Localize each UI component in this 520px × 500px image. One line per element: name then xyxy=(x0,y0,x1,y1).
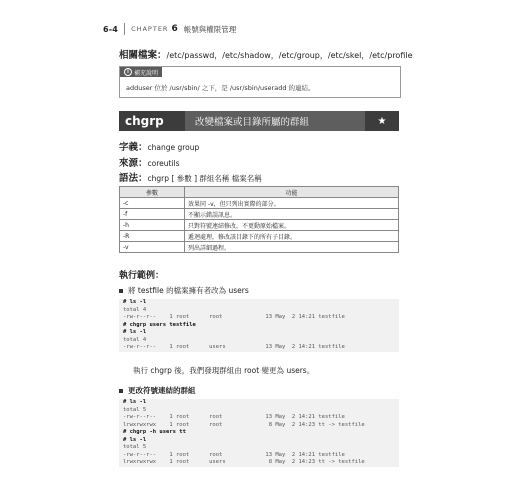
related-files xyxy=(119,47,413,61)
function-cell: 只對符號連結修改，不更動原始檔案。 xyxy=(185,220,399,231)
meaning-label: 字義： xyxy=(119,142,148,153)
header-function: 功能 xyxy=(185,187,399,198)
function-cell: 不顯示錯誤訊息。 xyxy=(185,209,399,220)
example2-title xyxy=(119,385,196,396)
bullet-icon xyxy=(119,289,123,293)
param-cell: -c xyxy=(120,198,185,209)
command-name: chgrp xyxy=(119,111,185,131)
code-output-line: total 5 xyxy=(123,444,147,450)
example1-note: 執行 chgrp 後，我們發現群組由 root 變更為 users。 xyxy=(133,366,315,375)
tip-tag xyxy=(120,67,162,77)
source-value: coreutils xyxy=(147,159,180,168)
code-command-line: # ls -l xyxy=(123,299,147,305)
code-command-line: # chgrp -h users tt xyxy=(123,429,186,435)
code-output-line: -rw-r--r-- 1 root root 13 May 2 14:21 testfile xyxy=(123,314,345,320)
chapter-word: CHAPTER xyxy=(131,25,169,33)
param-cell: -h xyxy=(120,220,185,231)
code-block-1 xyxy=(119,299,399,352)
bullet-icon xyxy=(119,389,123,393)
syntax-label: 語法： xyxy=(119,173,148,184)
example1-title-text: 將 testfile 的檔案擁有者改為 users xyxy=(128,286,249,295)
code-command-line: # chgrp users testfile xyxy=(123,321,196,328)
code-output-line: -rw-r--r-- 1 root users 13 May 2 14:21 testfile xyxy=(123,344,345,350)
param-cell: -R xyxy=(120,231,185,242)
param-cell: -v xyxy=(120,242,185,253)
tip-text: adduser 位於 /usr/sbin/ 之下，是 /usr/sbin/useradd 的連結。 xyxy=(126,84,315,92)
code-block-2 xyxy=(119,399,399,467)
page-number: 6-4 xyxy=(103,24,119,34)
function-cell: 遞迴處理，修改該目錄下的所有子目錄。 xyxy=(185,231,399,242)
info-icon: i xyxy=(124,68,132,76)
param-cell: -f xyxy=(120,209,185,220)
code-command-line: # ls -l xyxy=(123,329,147,335)
code-output-line: lrwxrwxrwx 1 root users 8 May 2 14:23 tt -> testfile xyxy=(123,459,365,465)
table-row xyxy=(120,209,399,220)
example2-title-text: 更改符號連結的群組 xyxy=(128,386,196,395)
table-row xyxy=(120,198,399,209)
meaning-value: change group xyxy=(147,143,200,152)
code-output-line: total 4 xyxy=(123,306,147,313)
chapter-title: 帳號與權限管理 xyxy=(183,24,237,34)
code-output-line: lrwxrwxrwx 1 root root 8 May 2 14:23 tt -> testfile xyxy=(123,421,365,428)
code-output-line: total 4 xyxy=(123,336,147,343)
source-line xyxy=(119,155,180,169)
code-output-line: total 5 xyxy=(123,406,147,413)
source-label: 來源： xyxy=(119,158,148,169)
tip-tag-label: 補充說明 xyxy=(134,69,159,77)
syntax-value: chgrp [ 參數 ] 群組名稱 檔案名稱 xyxy=(147,174,262,183)
meaning-line xyxy=(119,139,199,153)
table-row xyxy=(120,242,399,253)
page-header xyxy=(103,22,236,36)
tip-box xyxy=(119,66,401,98)
command-description: 改變檔案或目錄所屬的群組 xyxy=(185,111,365,131)
related-files-value: /etc/passwd，/etc/shadow，/etc/group，/etc/skel，/etc/profile xyxy=(166,51,413,60)
table-row xyxy=(120,231,399,242)
code-command-line: # ls -l xyxy=(123,399,147,405)
function-cell: 效果同 -v，但只列出實際的部分。 xyxy=(185,198,399,209)
code-output-line: -rw-r--r-- 1 root root 13 May 2 14:21 testfile xyxy=(123,451,345,458)
command-title-bar xyxy=(119,111,399,131)
related-files-label: 相關檔案： xyxy=(119,50,167,61)
chapter-number: 6 xyxy=(171,24,178,34)
param-table-header xyxy=(120,187,399,198)
code-command-line: # ls -l xyxy=(123,436,147,443)
function-cell: 列出詳細過程。 xyxy=(185,242,399,253)
example1-title xyxy=(119,285,249,296)
code-output-line: -rw-r--r-- 1 root root 13 May 2 14:21 testfile xyxy=(123,414,345,420)
header-divider xyxy=(124,23,125,35)
header-param: 參數 xyxy=(120,187,185,198)
syntax-line xyxy=(119,170,262,184)
table-row xyxy=(120,220,399,231)
examples-heading: 執行範例： xyxy=(119,271,165,281)
param-table xyxy=(119,186,399,253)
star-icon: ★ xyxy=(365,111,399,131)
